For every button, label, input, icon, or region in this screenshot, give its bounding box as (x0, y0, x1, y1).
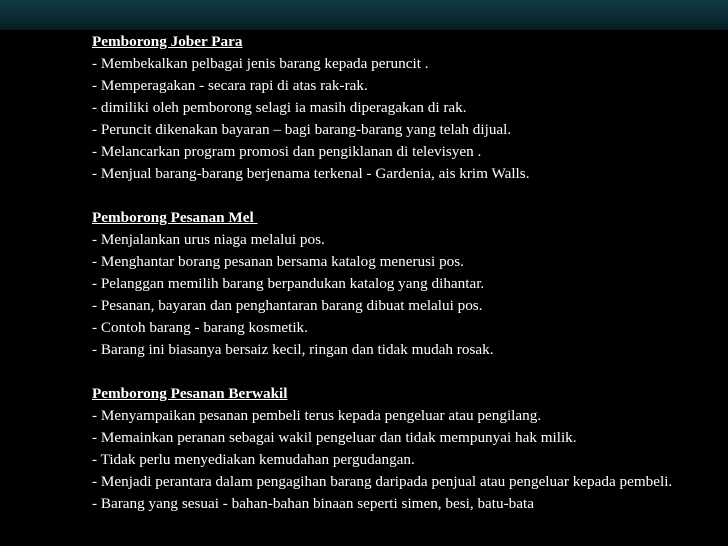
list-item: - Menjual barang-barang berjenama terkenal - Gardenia, ais krim Walls. (92, 165, 530, 182)
list-item: - Menjadi perantara dalam pengagihan barang daripada penjual atau pengeluar kepada pembeli. (92, 473, 673, 490)
list-item: - Contoh barang - barang kosmetik. (92, 319, 308, 336)
list-item: - Membekalkan pelbagai jenis barang kepada peruncit . (92, 55, 429, 72)
list-item: - Barang yang sesuai - bahan-bahan binaan seperti simen, besi, batu-bata (92, 495, 534, 512)
list-item: - Menjalankan urus niaga melalui pos. (92, 231, 325, 248)
list-item: - Barang ini biasanya bersaiz kecil, ringan dan tidak mudah rosak. (92, 341, 494, 358)
slide-content (92, 31, 718, 515)
list-item: - Pesanan, bayaran dan penghantaran barang dibuat melalui pos. (92, 297, 483, 314)
list-item: - Pelanggan memilih barang berpandukan katalog yang dihantar. (92, 275, 485, 292)
list-item: - Menghantar borang pesanan bersama katalog menerusi pos. (92, 253, 464, 270)
section-heading: Pemborong Pesanan Mel (92, 209, 258, 226)
list-item: - Melancarkan program promosi dan pengiklanan di televisyen . (92, 143, 482, 160)
list-item: - dimiliki oleh pemborong selagi ia masih diperagakan di rak. (92, 99, 467, 116)
section-pesanan-mel (92, 207, 718, 361)
list-item: - Tidak perlu menyediakan kemudahan pergudangan. (92, 451, 415, 468)
section-jober-para (92, 31, 718, 185)
list-item: - Menyampaikan pesanan pembeli terus kepada pengeluar atau pengilang. (92, 407, 542, 424)
list-item: - Memperagakan - secara rapi di atas rak-rak. (92, 77, 368, 94)
list-item: - Peruncit dikenakan bayaran – bagi barang-barang yang telah dijual. (92, 121, 512, 138)
section-heading: Pemborong Jober Para (92, 33, 243, 50)
header-band (0, 0, 728, 30)
list-item: - Memainkan peranan sebagai wakil pengeluar dan tidak mempunyai hak milik. (92, 429, 577, 446)
section-pesanan-berwakil (92, 383, 718, 515)
section-heading: Pemborong Pesanan Berwakil (92, 385, 288, 402)
